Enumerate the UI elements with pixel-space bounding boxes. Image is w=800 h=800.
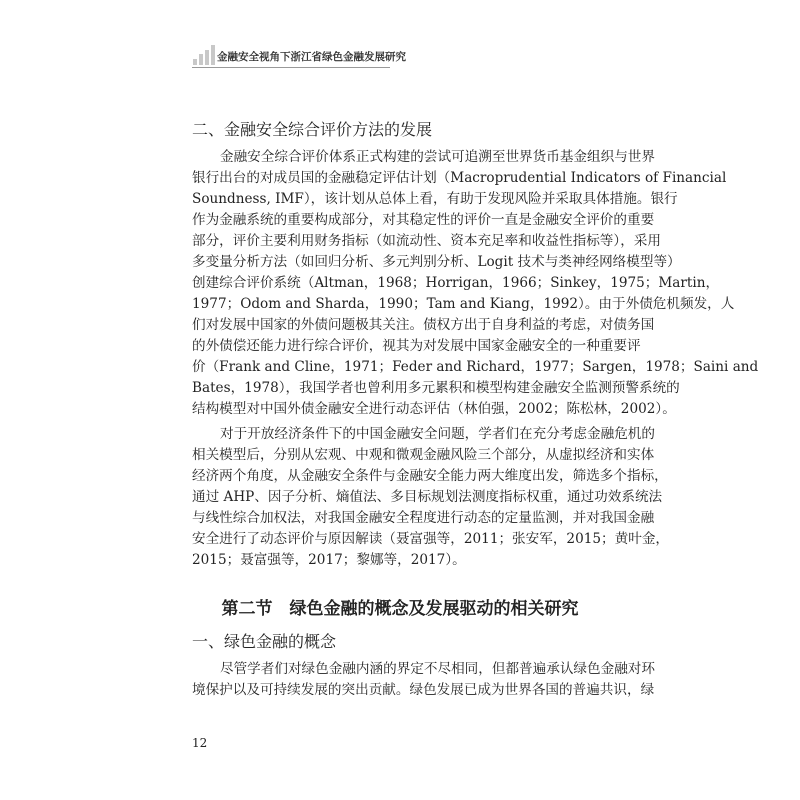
text-line: 经济两个角度，从金融安全条件与金融安全能力两大维度出发，筛选多个指标， (192, 468, 668, 484)
heading-green-finance-concept: 一、绿色金融的概念 (192, 632, 337, 651)
text-line: 通过 AHP、因子分析、熵值法、多目标规划法测度指标权重，通过功效系统法 (192, 489, 663, 505)
paragraph-1 (192, 147, 759, 420)
text-line: 1977；Odom and Sharda，1990；Tam and Kiang，1992）。由于外债危机频发，人 (192, 296, 735, 312)
text-line: 安全进行了动态评价与原因解读（聂富强等，2011；张安军，2015；黄叶金， (192, 531, 670, 547)
text-line: 2015；聂富强等，2017；黎娜等，2017）。 (192, 552, 466, 568)
text-line: 结构模型对中国外债金融安全进行动态评估（林伯强，2002；陈松林，2002）。 (192, 401, 676, 417)
text-line: 与线性综合加权法，对我国金融安全程度进行动态的定量监测，并对我国金融 (192, 510, 655, 526)
heading-evaluation-methods: 二、金融安全综合评价方法的发展 (192, 120, 433, 139)
text-line: 多变量分析方法（如回归分析、多元判别分析、Logit 技术与类神经网络模型等） (192, 254, 681, 270)
running-header (192, 42, 406, 68)
text-line: 相关模型后，分别从宏观、中观和微观金融风险三个部分，从虚拟经济和实体 (192, 447, 655, 463)
text-line: 银行出台的对成员国的金融稳定评估计划（Macroprudential Indicators of Financial (192, 170, 727, 186)
paragraph-3 (192, 659, 655, 701)
text-line: 金融安全综合评价体系正式构建的尝试可追溯至世界货币基金组织与世界 (220, 149, 655, 165)
text-line: 们对发展中国家的外债问题极其关注。债权方出于自身利益的考虑，对债务国 (192, 317, 655, 333)
text-line: Bates，1978），我国学者也曾利用多元累积和模型构建金融安全监测预警系统的 (192, 380, 680, 396)
page-number: 12 (192, 736, 208, 750)
text-line: Soundness, IMF），该计划从总体上看，有助于发现风险并采取具体措施。银行 (192, 191, 678, 207)
paragraph-2 (192, 424, 670, 571)
running-header-title: 金融安全视角下浙江省绿色金融发展研究 (217, 51, 406, 63)
text-line: 创建综合评价系统（Altman，1968；Horrigan，1966；Sinkey，1975；Martin， (192, 275, 720, 291)
text-line: 的外债偿还能力进行综合评价，视其为对发展中国家金融安全的一种重要评 (192, 338, 641, 354)
text-line: 对于开放经济条件下的中国金融安全问题，学者们在充分考虑金融危机的 (220, 426, 655, 442)
section-title: 第二节 绿色金融的概念及发展驱动的相关研究 (221, 599, 579, 619)
text-line: 作为金融系统的重要构成部分，对其稳定性的评价一直是金融安全评价的重要 (192, 212, 655, 228)
text-line: 部分，评价主要利用财务指标（如流动性、资本充足率和收益性指标等），采用 (192, 233, 661, 249)
bar-chart-icon (193, 45, 215, 65)
text-line: 价（Frank and Cline，1971；Feder and Richard，1977；Sargen，1978；Saini and (192, 359, 759, 375)
text-line: 尽管学者们对绿色金融内涵的界定不尽相同，但都普遍承认绿色金融对环 (220, 661, 655, 677)
text-line: 境保护以及可持续发展的突出贡献。绿色发展已成为世界各国的普遍共识，绿 (192, 682, 655, 698)
